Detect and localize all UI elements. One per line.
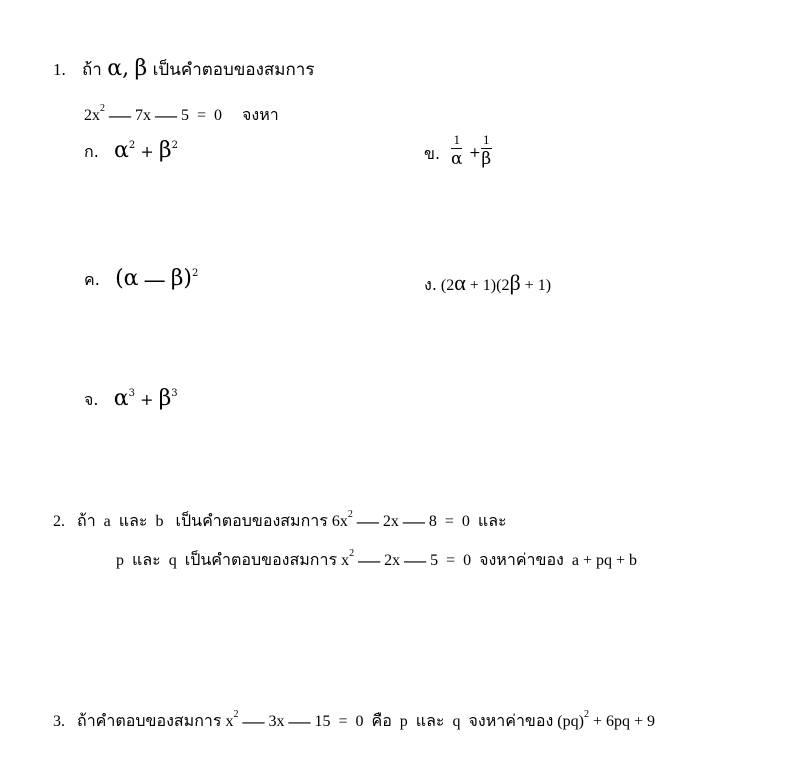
q2-e2-minus2: —	[404, 547, 427, 572]
q2-var-q: q	[168, 552, 177, 569]
q1-eq-term2: 7x	[135, 107, 151, 124]
q2-expr: a + pq + b	[571, 552, 638, 569]
q1-cho-beta: β	[158, 386, 172, 411]
q1-alpha: α	[107, 56, 123, 81]
q1-equation	[84, 102, 279, 127]
q1-eq-term1: 2x	[84, 107, 100, 124]
q1-eq-rhs: 0	[214, 107, 223, 124]
q1-kho-den1: α	[451, 149, 463, 169]
q2-ask: จงหาค่าของ	[479, 550, 564, 569]
q1-cho-label: จ.	[84, 390, 99, 409]
q1-number: 1.	[53, 60, 66, 79]
q2-e2-minus1: —	[358, 547, 381, 572]
q2-e2-term3: 5	[430, 552, 439, 569]
q2-intro: ถ้า	[77, 511, 96, 530]
q2-e1-equals: =	[444, 513, 454, 530]
q2-e1-rhs: 0	[461, 513, 470, 530]
q2-mid2: เป็นคำตอบของสมการ	[184, 550, 338, 569]
q1-cho-exp1: 3	[128, 388, 135, 399]
q1-ngo-two2: 2	[501, 277, 510, 294]
q3-ask: จงหาค่าของ	[468, 711, 554, 730]
q3-intro: ถ้าคำตอบของสมการ	[77, 711, 222, 730]
q2-line2	[116, 547, 638, 572]
q2-var-a: a	[103, 513, 111, 530]
q3-e-term3: 15	[314, 713, 331, 730]
q2-and1: และ	[118, 511, 148, 530]
q1-kha-alpha: α	[123, 266, 139, 291]
q2-mid: เป็นคำตอบของสมการ	[175, 511, 328, 530]
q1-kho-frac2	[481, 133, 492, 168]
q3-and: และ	[415, 711, 445, 730]
q2-e2-term1: x	[341, 552, 350, 569]
q2-e1-exp: 2	[347, 509, 353, 520]
q1-ask: จงหา	[242, 105, 279, 124]
q1-part-ka	[84, 140, 178, 162]
q1-kho-label: ข.	[424, 144, 441, 163]
q3-number: 3.	[53, 713, 65, 730]
q3-e-exp: 2	[233, 709, 239, 720]
q1-eq-term3: 5	[181, 107, 189, 124]
q2-var-p: p	[116, 552, 124, 569]
q1-beta: β	[134, 56, 148, 81]
q2-e1-minus2: —	[402, 508, 425, 533]
q1-ngo-label: ง.	[424, 275, 437, 294]
q2-e1-term2: 2x	[382, 513, 399, 530]
q1-comma: ,	[122, 56, 130, 81]
q1-kho-den2: β	[481, 149, 492, 169]
q2-line1	[53, 508, 507, 533]
q1-cho-exp2: 3	[171, 388, 178, 399]
q2-e1-term3: 8	[428, 513, 437, 530]
q2-and2: และ	[132, 550, 161, 569]
q2-e2-rhs: 0	[463, 552, 472, 569]
q1-part-kha	[84, 266, 199, 293]
q1-kho-plus: +	[469, 145, 481, 161]
q3-e-term2: 3x	[268, 713, 285, 730]
q1-kho-num1: 1	[451, 133, 462, 149]
q2-tail: และ	[477, 511, 507, 530]
q3-var-q: q	[452, 713, 461, 730]
q1-kha-exp: 2	[192, 268, 199, 279]
q3-e-minus1: —	[242, 708, 265, 733]
q1-header	[53, 58, 314, 80]
q3-e-term1: x	[225, 713, 234, 730]
q1-ngo-rp2: )	[545, 277, 552, 294]
q1-cho-alpha: α	[113, 386, 129, 411]
q1-kha-label: ค.	[84, 270, 100, 289]
q1-eq-exp: 2	[100, 103, 105, 114]
q1-ngo-plus1: +	[469, 277, 479, 294]
q1-ka-alpha: α	[114, 138, 129, 163]
q1-kho-frac1	[451, 133, 462, 168]
q2-number: 2.	[53, 513, 65, 530]
q1-ngo-plus2: +	[524, 277, 534, 294]
q2-e1-minus1: —	[356, 508, 379, 533]
q1-kha-lp: (	[115, 266, 124, 291]
q1-ngo-lp1: (	[440, 277, 447, 294]
q1-kha-rp: )	[183, 266, 193, 291]
q1-eq-equals: =	[197, 107, 207, 124]
q2-var-b: b	[155, 513, 164, 530]
q3-var-p: p	[399, 713, 408, 730]
q2-e2-term2: 2x	[384, 552, 401, 569]
q3-expr-a: (pq)	[557, 713, 584, 730]
q1-cho-plus: +	[140, 390, 154, 409]
q1-ka-plus: +	[140, 142, 154, 161]
q1-ngo-alpha: α	[454, 270, 466, 295]
q1-ngo-one2: 1	[537, 277, 546, 294]
q1-ngo-beta: β	[509, 270, 521, 295]
q1-part-ngo	[424, 272, 551, 294]
q1-ka-label: ก.	[84, 142, 99, 161]
q1-intro-tail: เป็นคำตอบของสมการ	[152, 60, 315, 80]
q1-ngo-lp2: (	[496, 277, 502, 294]
q1-ngo-rp1: )	[490, 277, 497, 294]
q2-e1-term1: 6x	[331, 513, 348, 530]
q3-expr-exp: 2	[583, 709, 589, 720]
q1-part-cho	[84, 388, 178, 410]
q3-expr-b: + 6pq + 9	[592, 713, 655, 730]
q1-ngo-two1: 2	[446, 277, 455, 294]
q1-intro-text: ถ้า	[81, 60, 102, 80]
q3-e-equals: =	[338, 713, 348, 730]
q1-ngo-one1: 1	[482, 277, 491, 294]
q3-e-minus2: —	[288, 708, 311, 733]
q1-kha-beta: β	[170, 266, 184, 291]
q3-line	[53, 708, 655, 733]
q1-ka-exp1: 2	[128, 140, 136, 151]
q1-kho-num2: 1	[483, 132, 490, 147]
q2-e2-exp: 2	[349, 548, 355, 559]
q2-e2-equals: =	[446, 552, 456, 569]
q1-eq-minus2: —	[155, 102, 177, 127]
q1-ka-beta: β	[158, 138, 172, 163]
q3-is: คือ	[371, 711, 392, 730]
q1-ka-exp2: 2	[171, 140, 178, 151]
q3-e-rhs: 0	[355, 713, 364, 730]
q1-part-kho	[424, 146, 440, 162]
q1-eq-minus1: —	[109, 102, 131, 127]
q1-kha-minus: —	[143, 268, 166, 293]
